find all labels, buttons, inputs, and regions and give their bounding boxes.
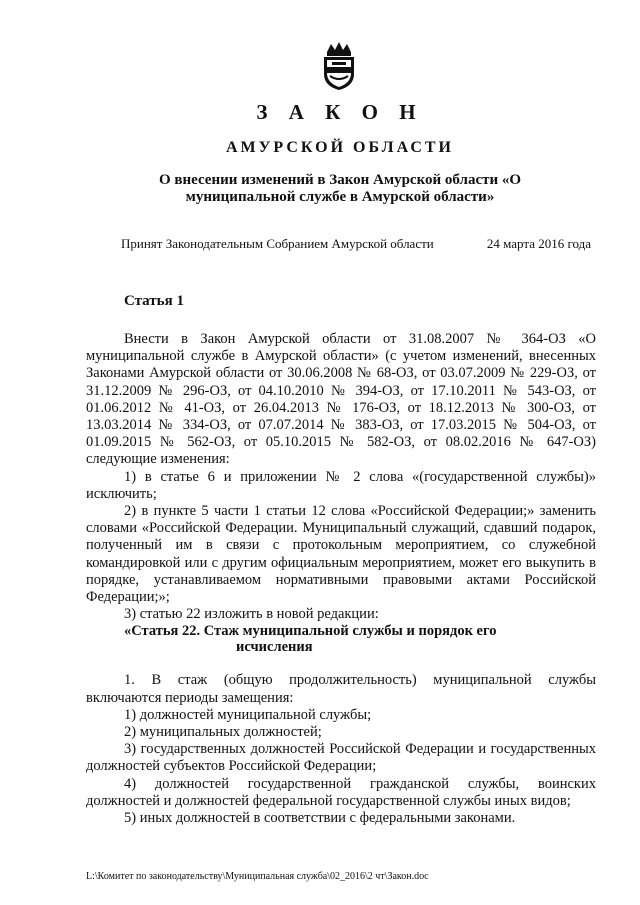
document-subject: О внесении изменений в Закон Амурской области «О муниципальной службе в Амурской области» (158, 172, 522, 205)
article-22-item-5: 5) иных должностей в соответствии с федеральными законами. (124, 810, 516, 827)
adoption-text: Принят Законодательным Собранием Амурской области (121, 236, 434, 251)
region-title: АМУРСКОЙ ОБЛАСТИ (226, 139, 454, 156)
article-22-item-4: 4) должностей государственной гражданской службы, воинских должностей и должностей федеральной государственной службы иных видов; (86, 775, 596, 809)
article-heading: Статья 1 (124, 293, 184, 309)
spacer (86, 655, 596, 672)
amendment-item-2: 2) в пункте 5 части 1 статьи 12 слова «Российской Федерации;» заменить словами «Российской Федерации. Муниципальный служащий, сдавший подарок, полученный им в связи с протокольным мероприятием, со служебной командировкой или с другим официальным мероприятием, может его выкупить в порядке, устанавливаемом нормативными правовыми актами Российской Федерации;»; (86, 503, 596, 606)
amendment-item-1: 1) в статье 6 и приложении № 2 слова «(государственной службы)» исключить; (86, 468, 596, 502)
article-body (86, 331, 596, 827)
adoption-line (121, 236, 591, 252)
file-path-footer: L:\Комитет по законодательству\Муниципальная служба\02_2016\2 чт\Закон.doc (86, 871, 429, 882)
article-22-title (86, 623, 596, 655)
article-22-item-2: 2) муниципальных должностей; (124, 724, 322, 741)
amendment-item-3: 3) статью 22 изложить в новой редакции: (124, 606, 379, 623)
article-22-item-3: 3) государственных должностей Российской Федерации и государственных должностей субъектов Российской Федерации; (86, 741, 596, 775)
article-22-paragraph-1: 1. В стаж (общую продолжительность) муниципальной службы включаются периоды замещения: (86, 672, 596, 706)
article-22-title-line-2: исчисления (236, 639, 313, 656)
adoption-date: 24 марта 2016 года (486, 236, 591, 251)
law-title: З А К О Н (256, 100, 424, 124)
article-22-item-1: 1) должностей муниципальной службы; (124, 706, 372, 723)
article-22-title-line-1: «Статья 22. Стаж муниципальной службы и порядок его (124, 623, 497, 640)
article-intro-paragraph: Внести в Закон Амурской области от 31.08.2007 № 364-ОЗ «О муниципальной службе в Амурской области» (с учетом изменений, внесенных Законами Амурской области от 30.06.2008 № 68-ОЗ, от 03.07.2009 № 229-ОЗ, от 31.12.2009 № 296-ОЗ, от 04.10.2010 № 394-ОЗ, от 17.10.2011 № 543-ОЗ, от 01.06.2012 № 41-ОЗ, от 26.04.2013 № 176-ОЗ, от 18.12.2013 № 300-ОЗ, от 13.03.2014 № 334-ОЗ, от 07.07.2014 № 383-ОЗ, от 17.03.2015 № 504-ОЗ, от 01.09.2015 № 562-ОЗ, от 05.10.2015 № 582-ОЗ, от 08.02.2016 № 647-ОЗ) следующие изменения: (86, 331, 596, 468)
coat-of-arms-icon (318, 40, 360, 92)
